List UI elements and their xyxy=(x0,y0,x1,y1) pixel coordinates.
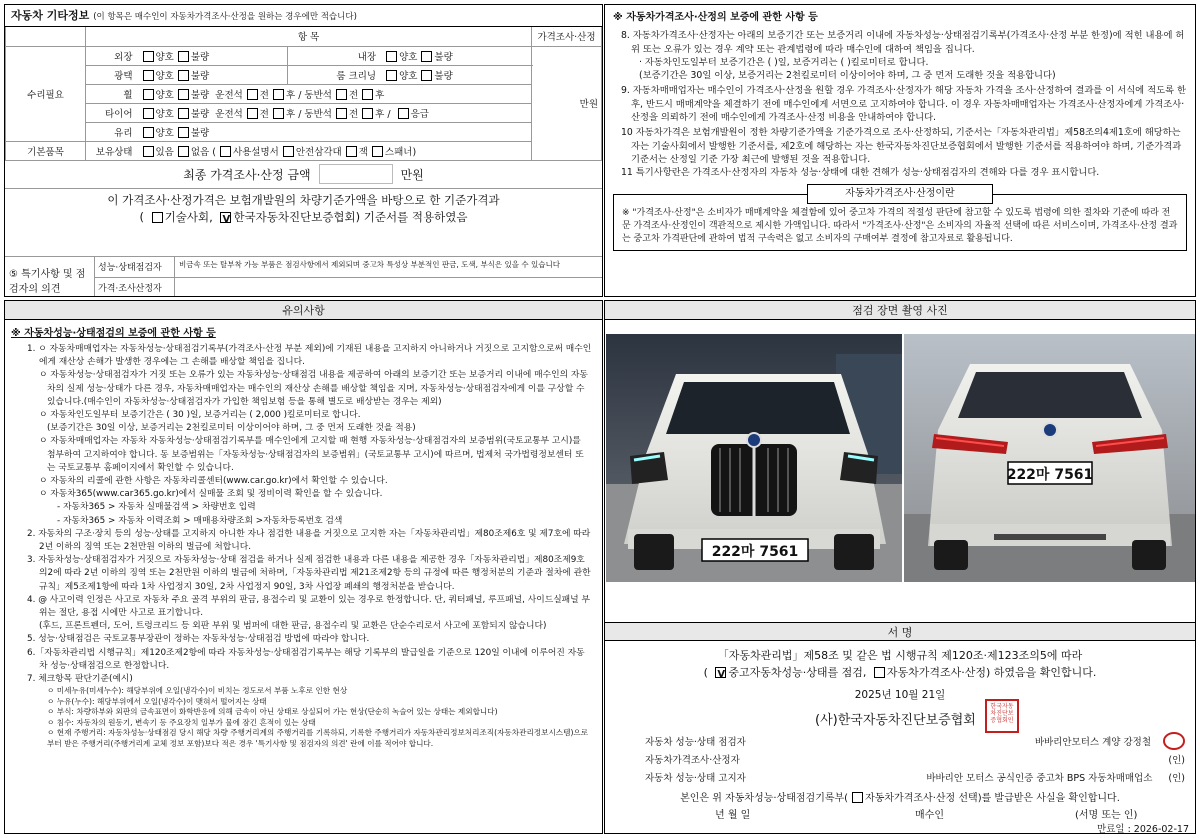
good-label: 양호 xyxy=(399,51,418,63)
standard-line: 이 가격조사·산정가격은 보험개발원의 차량기준가액을 바탕으로 한 기준가격과 xyxy=(107,192,500,207)
group-repair-label: 수리필요 xyxy=(6,46,86,141)
note-2: 2. 자동차의 구조·장치 등의 성능·상태를 고지하지 아니한 자나 점검한 내용을 거짓으로 고지한 자는「자동차관리법」제80조제6호 및 제7호에 따라 2년 이하의 징역 또는 2천만원 이하의 벌금에 처합니다. xyxy=(27,528,591,553)
tire-driver-front-checkbox[interactable] xyxy=(247,108,258,119)
glass-bad-checkbox[interactable] xyxy=(178,127,189,138)
item-wheel: 휠 xyxy=(86,84,136,103)
tire-emergency-checkbox[interactable] xyxy=(398,108,409,119)
tire-pass-front-checkbox[interactable] xyxy=(336,108,347,119)
wheel-good-checkbox[interactable] xyxy=(143,89,154,100)
gloss-bad-checkbox[interactable] xyxy=(178,70,189,81)
item9: 9. 자동차매매업자는 매수인이 가격조사·산정을 원할 경우 가격조사·산정자가 해당 자동차 가격을 조사·산정하여 결과를 이 서식에 적도록 한 후, 반드시 매매계약을 체결하기 전에 매수인에게 서면으로 고지하여야 합니다. 이 경우 자동차매매업자는 가격조사·산정자에게 가격조사·산정을 의뢰하기 전에 매수인에게 가격조사·산정 비용을 안내하여야 합니다. xyxy=(621,85,1186,124)
receipt-price-checkbox[interactable] xyxy=(852,792,863,803)
price-guarantee-panel xyxy=(604,4,1196,297)
front-label: 전 xyxy=(348,89,359,101)
jack-label: 잭 xyxy=(358,146,368,158)
item8-sub1: · 자동차인도일부터 보증기간은 ( )일, 보증거리는 ( )킬로미터로 합니다. xyxy=(639,56,929,68)
front-plate-text: 222마 7561 xyxy=(711,544,799,560)
rear-label: 후 xyxy=(285,89,296,101)
manual-checkbox[interactable] xyxy=(220,146,231,157)
final-price-row xyxy=(5,161,602,189)
price-unit: 만원 xyxy=(532,46,602,160)
note-1f2: - 자동차365 > 자동차 이력조회 > 매매용차량조회 >자동차등록번호 검색 xyxy=(57,515,343,526)
driver-label: 운전석 xyxy=(215,108,243,120)
confirm-price-checkbox[interactable] xyxy=(874,667,885,678)
glass-good-checkbox[interactable] xyxy=(143,127,154,138)
notes-list xyxy=(5,343,602,749)
front-label: 전 xyxy=(259,89,269,101)
vehicle-other-info-panel xyxy=(4,4,603,297)
bad-label: 불량 xyxy=(190,127,210,139)
tire-pass-rear-checkbox[interactable] xyxy=(362,108,373,119)
standard-statement: 이 가격조사·산정가격은 보험개발원의 차량기준가액을 바탕으로 한 기준가격과 ( 기술사회, V 한국자동차진단보증협회) 기준서를 적용하였음 xyxy=(5,189,602,229)
interior-bad-checkbox[interactable] xyxy=(421,51,432,62)
col-item-header: 항 목 xyxy=(86,27,532,46)
repair-table: 항 목 가격조사·산정 수리필요 외장 양호 불량 내장 양호 불량 만원 광택 양호 불량 룸 크리닝 양호 불량 휠 양호 불량 운전석 전 후 / 동반석 전 후 타이어 양호 불량 운전석 전 후 / 동반석 전 후 / 응급 유리 양호 불량 기본품목 보유상태 있음 없음 ( 사용설명서 안전삼각대 잭 스패너) xyxy=(5,27,602,161)
special-row1-label: 성능·상태점검자 xyxy=(95,257,175,277)
item-tire: 타이어 xyxy=(86,103,136,122)
passenger-label: 동반석 xyxy=(304,89,332,101)
front-car-photo xyxy=(606,334,902,582)
good-label: 양호 xyxy=(399,70,418,82)
spanner-checkbox[interactable] xyxy=(372,146,383,157)
price-guarantee-title: ※ 자동차가격조사·산정의 보증에 관한 사항 등 xyxy=(613,12,818,23)
special-row1-text: 비금속 또는 탈부착 가능 부품은 점검사항에서 제외되며 중고차 특성상 부분적인 판금, 도색, 부식은 있을 수 있습니다 xyxy=(179,260,561,269)
appraiser-mark: (인) xyxy=(1168,755,1185,766)
emergency-label: 응급 xyxy=(410,108,429,120)
bad-label: 불량 xyxy=(190,108,210,120)
note-7-5: ㅇ 현재 주행거리: 자동차성능·상태점검 당시 해당 차량 주행거리계의 주행거리를 기록하되, 기록한 주행거리가 자동차관리정보처리조직(자동차관리정보시스템)으로부터 받은 주행거리(주행거리계 교체 정보 포함)보다 적은 경우 '특기사항 및 점검자의 의견' 란에 이를 적어야 합니다. xyxy=(47,728,589,748)
bad-label: 불량 xyxy=(190,70,210,82)
note-1f: ㅇ 자동차365(www.car365.go.kr)에서 실매물 조회 및 정비이력 확인을 할 수 있습니다. xyxy=(39,489,383,500)
receipt-a: 본인은 위 자동차성능·상태점검기록부( xyxy=(680,793,849,804)
good-label: 양호 xyxy=(155,108,174,120)
note-1b: ㅇ 자동차성능·상태점검자가 거짓 또는 오류가 있는 자동차성능·상태점검 내용을 제공하여 아래의 보증기간 또는 보증거리 이내에 매수인의 자동차의 실제 성능·상태가 다른 경우, 자동차매매업자는 매수인의 재산상 손해를 배상할 책임을 지며, 자동차성능·상태점검자에게 이를 구상할 수 있습니다.(매수인이 자동차성능·상태점검자가 가입한 책임보험 등을 통해 별도로 배상받는 경우는 제외) xyxy=(39,370,588,407)
owned-none-checkbox[interactable] xyxy=(178,146,189,157)
spanner-label: 스패너 xyxy=(384,146,413,158)
wheel-driver-rear-checkbox[interactable] xyxy=(273,89,284,100)
note-7-1: ㅇ 미세누유(미세누수): 해당부위에 오일(냉각수)이 비치는 정도로서 부품 노후로 인한 현상 xyxy=(47,686,348,696)
exterior-good-checkbox[interactable] xyxy=(143,51,154,62)
note-1f1: - 자동차365 > 자동차 실매물검색 > 차량번호 입력 xyxy=(57,502,256,513)
receipt-b: 자동차가격조사·산정 선택)를 발급받은 사실을 확인합니다. xyxy=(865,793,1120,804)
special-notes-section xyxy=(5,256,602,297)
note-7-3: ㅇ 부식: 차량하부와 외판의 금속표면이 화학반응에 의해 금속이 아닌 상태로 상실되어 가는 현상(단순히 녹슬어 있는 상태는 제외합니다) xyxy=(47,707,498,717)
owned-exists-checkbox[interactable] xyxy=(143,146,154,157)
note-6: 6.「자동차관리법 시행규칙」제120조제2항에 따라 자동차성능·상태점검기록부는 해당 기록부의 발급일을 기준으로 120일 이내에 이루어진 자동차 성능·상태점검으로 한정합니다. xyxy=(27,647,585,671)
item-exterior: 외장 xyxy=(86,46,136,65)
notifier-mark: (인) xyxy=(1168,773,1185,784)
buyer-label: 매수인 xyxy=(915,810,944,821)
note-1c: ㅇ 자동차인도일부터 보증기간은 ( 30 )일, 보증거리는 ( 2,000 )킬로미터로 합니다. xyxy=(39,410,361,421)
law-line: 「자동차관리법」제58조 및 같은 법 시행규칙 제120조·제123조의5에 따라 xyxy=(717,649,1083,662)
signer-row-notifier xyxy=(645,768,1185,786)
good-label: 양호 xyxy=(155,70,174,82)
special-row2-label: 가격·조사산정자 xyxy=(95,278,175,297)
association-seal: 한국자동차진단보증협회인 xyxy=(985,699,1019,733)
group-basic-label: 기본품목 xyxy=(6,141,86,160)
item10: 10 자동차가격은 보험개발원이 정한 차량기준가액을 기준가격으로 조사·산정하되, 기준서는「자동차관리법」제58조의4제1호에 해당하는 자는 기술사회에서 발행한 기준서를, 제2호에 해당하는 자는 한국자동차진단보증협회에서 발행한 기준서를 적용하여야 하며, 기준가격과 기준서는 산정일 기준 가장 최근에 발행된 것을 적용합니다. xyxy=(621,127,1182,165)
confirm-a: 중고자동차성능·상태를 점검, xyxy=(728,666,867,679)
room-bad-checkbox[interactable] xyxy=(421,70,432,81)
panel-subtitle: (이 항목은 매수인이 자동차가격조사·산정을 원하는 경우에만 적습니다) xyxy=(93,12,357,22)
definition-box-text: ※ "가격조사·산정"은 소비자가 매매계약을 체결함에 있어 중고차 가격의 적절성 판단에 참고할 수 있도록 법령에 의한 절차와 기준에 따라 전문 가격조사·산정인이 객관적으로 제시한 가액입니다. 따라서 "가격조사·산정"은 소비자의 자율적 선택에 따른 서비스이며, 가격조사·산정 결과는 중고차 가격판단에 관하여 법적 구속력은 없고 소비자의 구매여부 결정에 참고자료로 활용됩니다. xyxy=(613,194,1187,251)
notifier-label: 자동차 성능·상태 고지자 xyxy=(645,773,746,784)
confirm-b: 자동차가격조사·산정) 하였음을 확인합니다. xyxy=(886,666,1097,679)
passenger-label: 동반석 xyxy=(304,108,332,120)
front-label: 전 xyxy=(259,108,269,120)
col-price-header: 가격조사·산정 xyxy=(532,27,602,46)
item-gloss: 광택 xyxy=(86,65,136,84)
front-car-illustration xyxy=(606,334,902,582)
sign-date: 2025년 10월 21일 xyxy=(854,689,946,701)
driver-label: 운전석 xyxy=(215,89,243,101)
tire-driver-rear-checkbox[interactable] xyxy=(273,108,284,119)
note-4b: (후드, 프론트펜더, 도어, 트렁크리드 등 외판 부위 및 범퍼에 대한 판금, 용접수리 및 교환은 단순수리로서 사고에 포함되지 않습니다) xyxy=(39,621,547,632)
exterior-bad-checkbox[interactable] xyxy=(178,51,189,62)
vehicle-other-info-header xyxy=(5,5,602,27)
note-3: 3. 자동차성능·상태점검자가 거짓으로 자동차성능·상태 점검을 하거나 실제 점검한 내용과 다른 내용을 제공한 경우「자동차관리법」제80조제9호의2에 따라 2년 이하의 징역 또는 2천만원 이하의 벌금에 처하며,「자동차관리법 제21조제2항 등의 규정에 따른 행정처분의 기준과 절차에 관한 규칙」제5조제1항에 따라 1차 사업정지 30일, 2차 사업정지 90일, 3차 사업장 폐쇄의 행정처분을 받습니다. xyxy=(27,555,591,592)
sign-or-seal: (서명 또는 인) xyxy=(1075,810,1138,821)
signer-row-inspector xyxy=(645,732,1185,750)
expiry-date: 만료일 : 2026-02-17 xyxy=(1097,824,1189,834)
wheel-pass-front-checkbox[interactable] xyxy=(336,89,347,100)
rear-label: 후 xyxy=(285,108,296,120)
exists-label: 있음 xyxy=(155,146,174,158)
good-label: 양호 xyxy=(155,127,174,139)
wheel-bad-checkbox[interactable] xyxy=(178,89,189,100)
appraiser-label: 자동차가격조사·산정자 xyxy=(645,755,740,766)
good-label: 양호 xyxy=(155,89,174,101)
standard-opt1-label: 기술사회, xyxy=(164,209,213,224)
bad-label: 불량 xyxy=(434,51,453,63)
panel-title: 자동차 기타정보 xyxy=(11,9,90,22)
rear-plate-text: 222마 7561 xyxy=(1006,467,1094,483)
inspector-seal xyxy=(1163,732,1185,750)
wheel-driver-front-checkbox[interactable] xyxy=(247,89,258,100)
standard-opt2-checkbox[interactable] xyxy=(220,212,231,223)
item8: 8. 자동차가격조사·산정자는 아래의 보증기간 또는 보증거리 이내에 자동차성능·상태점검기록부(가격조사·산정 부분 한정)에 적힌 내용에 허위 또는 오류가 있는 경우 계약 또는 관계법령에 따라 매수인에 대하여 책임을 집니다. xyxy=(621,30,1185,55)
sign-statement: 「자동차관리법」제58조 및 같은 법 시행규칙 제120조·제123조의5에 따라 ( V중고자동차성능·상태를 점검, 자동차가격조사·산정) 하였음을 확인합니다. 2025년 10월 21일 xyxy=(605,647,1195,704)
association-name: (사)한국자동차진단보증협회 xyxy=(815,713,976,728)
confirm-performance-checkbox[interactable] xyxy=(715,667,726,678)
note-7-4: ㅇ 침수: 자동차의 원동기, 변속기 등 주요장치 일부가 물에 잠긴 흔적이 있는 상태 xyxy=(47,717,316,727)
item-room-cleaning: 룸 크리닝 xyxy=(288,65,379,84)
gloss-good-checkbox[interactable] xyxy=(143,70,154,81)
rear-label: 후 xyxy=(375,108,385,120)
special-row2-value[interactable] xyxy=(175,278,602,297)
final-price-input[interactable] xyxy=(319,164,393,184)
note-5: 5. 성능·상태점검은 국토교통부장관이 정하는 자동차성능·상태점검 방법에 따라야 합니다. xyxy=(27,634,370,645)
final-price-unit: 만원 xyxy=(400,167,424,182)
inspector-value: 바바리안모터스 계양 강정철 xyxy=(1034,737,1151,748)
note-1d: ㅇ 자동차매매업자는 자동차 자동차성능·상태점검기록부를 매수인에게 고지할 때 현행 자동차성능·상태점검자의 보증범위(국토교통부 고시)를 첨부하여 고지하여야 합니다. 동 보증범위는「자동차성능·상태점검자의 보증범위」(국토교통부 고시)에 따르며, 법제처 국가법령정보센터 또는 국토교통부 홈페이지에서 확인할 수 있습니다. xyxy=(39,436,584,473)
note-1e: ㅇ 자동차의 리콜에 관한 사항은 자동차리콜센터(www.car.go.kr)에서 확인할 수 있습니다. xyxy=(39,476,388,487)
signers xyxy=(645,732,1185,786)
none-label: 없음 xyxy=(190,146,210,158)
notes-section-title: ※ 자동차성능·상태점검의 보증에 관한 사항 등 xyxy=(11,328,216,339)
rear-label: 후 xyxy=(375,89,385,101)
item-glass: 유리 xyxy=(86,122,136,141)
rear-car-illustration xyxy=(904,334,1196,582)
final-price-label: 최종 가격조사·산정 금액 xyxy=(183,167,311,182)
note-1a: 1. ㅇ 자동차매매업자는 자동차성능·상태점검기록부(가격조사·산정 부분 제외)에 기재된 내용을 고지하지 아니하거나 거짓으로 고지함으로써 매수인에게 재산상 손해가 발생한 경우에는 그 손해를 배상할 책임을 집니다. xyxy=(27,344,592,368)
item-interior: 내장 xyxy=(288,46,379,65)
sign-bar: 서 명 xyxy=(605,622,1195,641)
wheel-pass-rear-checkbox[interactable] xyxy=(362,89,373,100)
triangle-checkbox[interactable] xyxy=(283,146,294,157)
room-good-checkbox[interactable] xyxy=(386,70,397,81)
photo-bar: 점검 장면 촬영 사진 xyxy=(605,301,1195,320)
notes-bar: 유의사항 xyxy=(5,301,602,320)
note-7-2: ㅇ 누유(누수): 해당부위에서 오일(냉각수)이 맺혀서 떨어지는 상태 xyxy=(47,696,267,706)
special-label: ⑤ 특기사항 및 점검자의 의견 xyxy=(5,257,95,297)
standard-opt1-checkbox[interactable] xyxy=(152,212,163,223)
tire-bad-checkbox[interactable] xyxy=(178,108,189,119)
triangle-label: 안전삼각대 xyxy=(295,146,342,158)
standard-opt2-label: 한국자동차진단보증협회) 기준서를 적용하였음 xyxy=(233,209,468,224)
item8-sub2: (보증기간은 30일 이상, 보증거리는 2천킬로미터 이상이어야 하며, 그 중 먼저 도래한 것을 적용합니다) xyxy=(639,70,1056,82)
receipt-ymd: 년 월 일 xyxy=(715,810,751,821)
note-7: 7. 체크항목 판단기준(예시) xyxy=(27,674,133,685)
receipt-line xyxy=(605,789,1195,804)
definition-box-title: 자동차가격조사·산정이란 xyxy=(807,184,993,204)
bad-label: 불량 xyxy=(190,51,210,63)
photo-sign-panel xyxy=(604,300,1196,834)
jack-checkbox[interactable] xyxy=(346,146,357,157)
note-4: 4. @ 사고이력 인정은 사고로 자동차 주요 골격 부위의 판금, 용접수리 및 교환이 있는 경우로 한정합니다. 단, 쿼터패널, 루프패널, 사이드실패널 부위는 절단, 용접 시에만 사고로 표기합니다. xyxy=(27,594,590,619)
manual-label: 사용설명서 xyxy=(232,146,279,158)
bad-label: 불량 xyxy=(190,89,210,101)
good-label: 양호 xyxy=(155,51,174,63)
tire-good-checkbox[interactable] xyxy=(143,108,154,119)
interior-good-checkbox[interactable] xyxy=(386,51,397,62)
item-owned-status: 보유상태 xyxy=(86,141,136,160)
bad-label: 불량 xyxy=(434,70,453,82)
signer-row-appraiser xyxy=(645,750,1185,768)
item11: 11 특기사항란은 가격조사·산정자의 자동차 성능·상태에 대한 견해가 성능·상태점검자의 견해와 다를 경우 표시합니다. xyxy=(621,167,1100,179)
front-label: 전 xyxy=(348,108,359,120)
rear-car-photo xyxy=(904,334,1196,582)
notifier-value: 바바리안 모터스 공식인증 중고차 BPS 자동차매매업소 xyxy=(926,773,1153,784)
notes-panel xyxy=(4,300,603,834)
inspector-label: 자동차 성능·상태 점검자 xyxy=(645,737,746,748)
note-1c2: (보증기간은 30일 이상, 보증거리는 2천킬로미터 이상이어야 하며, 그 중 먼저 도래한 것을 적용) xyxy=(47,423,416,434)
